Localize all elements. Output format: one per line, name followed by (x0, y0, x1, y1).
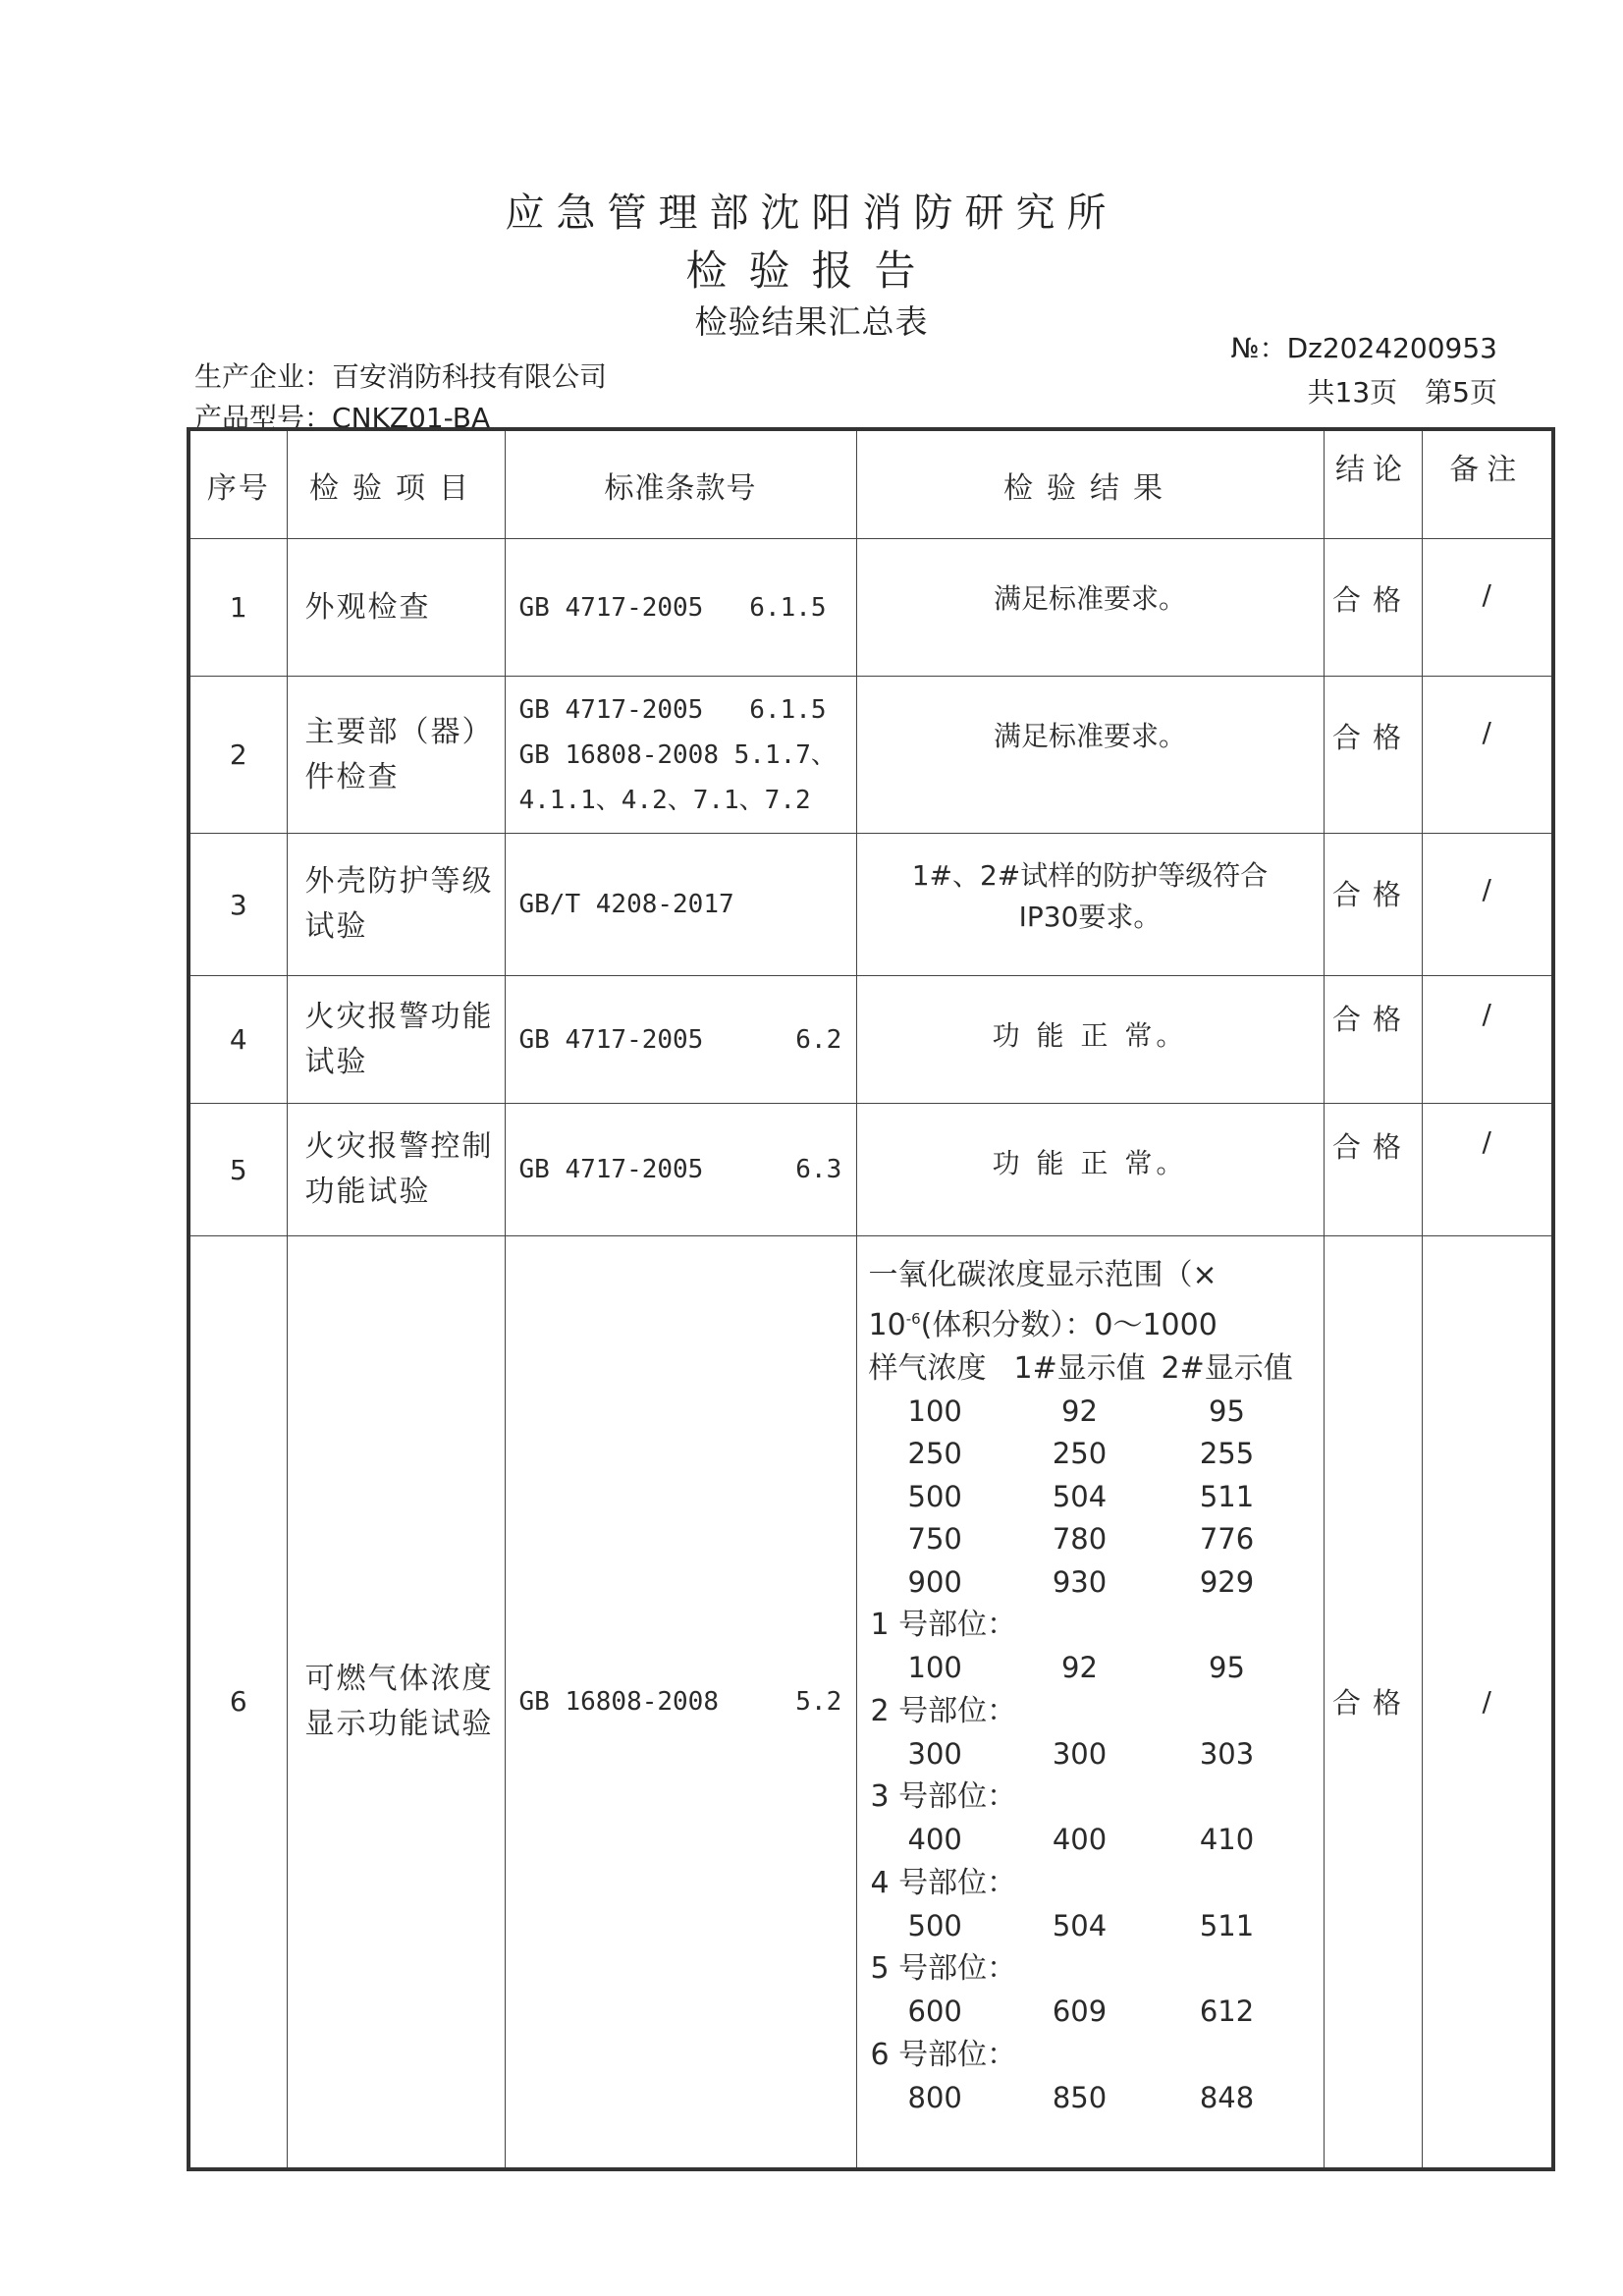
row-result: 功 能 正 常。 (856, 976, 1324, 1104)
results-table (187, 427, 1555, 2171)
row-seq: 3 (189, 834, 287, 976)
row-item: 可燃气体浓度显示功能试验 (287, 1236, 505, 2169)
row-item: 外观检查 (287, 539, 505, 677)
manufacturer-value: 百安消防科技有限公司 (332, 360, 608, 393)
row-note: / (1422, 1236, 1553, 2169)
position-2-label: 2 号部位： (870, 1693, 1017, 1728)
row-result: 满足标准要求。 (856, 677, 1324, 834)
table-row (189, 539, 1553, 677)
report-no-value: Dz2024200953 (1286, 332, 1497, 364)
row-item: 火灾报警控制功能试验 (287, 1104, 505, 1236)
row-conclusion: 合格 (1324, 1236, 1422, 2169)
row-standard (505, 1104, 856, 1236)
standard-line: GB 4717-2005 6.2 (518, 1024, 842, 1055)
row-result: 满足标准要求。 (856, 539, 1324, 677)
row-seq: 4 (189, 976, 287, 1104)
col-header-note: 备注 (1422, 429, 1553, 539)
row-standard (505, 976, 856, 1104)
col-header-result: 检验结果 (856, 429, 1324, 539)
manufacturer-label: 生产企业： (194, 360, 333, 393)
row-standard (505, 834, 856, 976)
row-conclusion: 合格 (1324, 539, 1422, 677)
co-display-block (857, 1236, 1324, 2119)
position-5-label: 5 号部位： (870, 1951, 1017, 1986)
position-2-values: 300 300 303 (907, 1736, 1255, 1771)
row-result-co-display (856, 1236, 1324, 2169)
page-info: 共13页 第5页 (1307, 376, 1497, 409)
row-seq: 2 (189, 677, 287, 834)
model-value: CNKZ01-BA (332, 402, 491, 434)
position-1-values: 100 92 95 (907, 1651, 1245, 1684)
row-item: 火灾报警功能试验 (287, 976, 505, 1104)
row-standard (505, 1236, 856, 2169)
table-title: 检验结果汇总表 (694, 302, 929, 341)
row-note: / (1422, 677, 1553, 834)
row-conclusion: 合格 (1324, 834, 1422, 976)
row-note: / (1422, 539, 1553, 677)
row-conclusion: 合格 (1324, 976, 1422, 1104)
table-row (189, 677, 1553, 834)
report-number (1230, 327, 1497, 366)
col-header-item: 检验项目 (287, 429, 505, 539)
row-item: 主要部（器）件检查 (287, 677, 505, 834)
standard-line: GB/T 4208-2017 (518, 890, 734, 919)
standard-line: GB 4717-2005 6.1.5 (518, 592, 827, 623)
co-header-row: 样气浓度 1#显示值 2#显示值 (868, 1351, 1293, 1386)
co-range-title: 一氧化碳浓度显示范围（× (868, 1258, 1217, 1292)
manufacturer (194, 355, 607, 395)
standard-line: GB 4717-2005 6.1.5 (518, 694, 827, 725)
position-4-values: 500 504 511 (907, 1908, 1255, 1942)
position-5-values: 600 609 612 (907, 1995, 1255, 2028)
col-header-seq: 序号 (189, 429, 287, 539)
position-4-label: 4 号部位： (870, 1865, 1017, 1900)
row-seq: 1 (189, 539, 287, 677)
standard-line: GB 16808-2008 5.1.7、 (518, 739, 837, 770)
row-conclusion: 合格 (1324, 677, 1422, 834)
row-note: / (1422, 834, 1553, 976)
table-row (189, 1104, 1553, 1236)
co-range-value: $10^{-6}$(体积分数）：0～1000 (868, 1308, 1217, 1342)
position-1-label: 1 号部位： (870, 1608, 1017, 1642)
position-6-values: 800 850 848 (907, 2080, 1255, 2114)
row-note: / (1422, 976, 1553, 1104)
table-row (189, 1236, 1553, 2169)
report-no-label: №： (1230, 332, 1287, 364)
position-6-label: 6 号部位： (870, 2037, 1017, 2072)
table-row (189, 976, 1553, 1104)
co-values: 100 92 95 250 250 255 500 504 511 750 780 776 900 930 929 (907, 1394, 1255, 1599)
row-note: / (1422, 1104, 1553, 1236)
row-standard (505, 677, 856, 834)
position-3-label: 3 号部位： (870, 1779, 1017, 1814)
model-label: 产品型号： (194, 402, 333, 434)
col-header-standard: 标准条款号 (505, 429, 856, 539)
table-row (189, 834, 1553, 976)
row-result: 功 能 正 常。 (856, 1104, 1324, 1236)
table-header-row (189, 429, 1553, 539)
row-result: 1#、2#试样的防护等级符合IP30要求。 (856, 834, 1324, 976)
row-seq: 5 (189, 1104, 287, 1236)
row-conclusion: 合格 (1324, 1104, 1422, 1236)
position-3-values: 400 400 410 (907, 1823, 1255, 1856)
standard-line: GB 4717-2005 6.3 (518, 1155, 842, 1184)
report-title: 检验报告 (685, 246, 938, 295)
col-header-conclusion: 结论 (1324, 429, 1422, 539)
row-seq: 6 (189, 1236, 287, 2169)
row-standard (505, 539, 856, 677)
row-item: 外壳防护等级试验 (287, 834, 505, 976)
standard-line: 4.1.1、4.2、7.1、7.2 (518, 785, 811, 815)
standard-line: GB 16808-2008 5.2 (518, 1686, 842, 1717)
institute-title: 应急管理部沈阳消防研究所 (505, 191, 1118, 236)
